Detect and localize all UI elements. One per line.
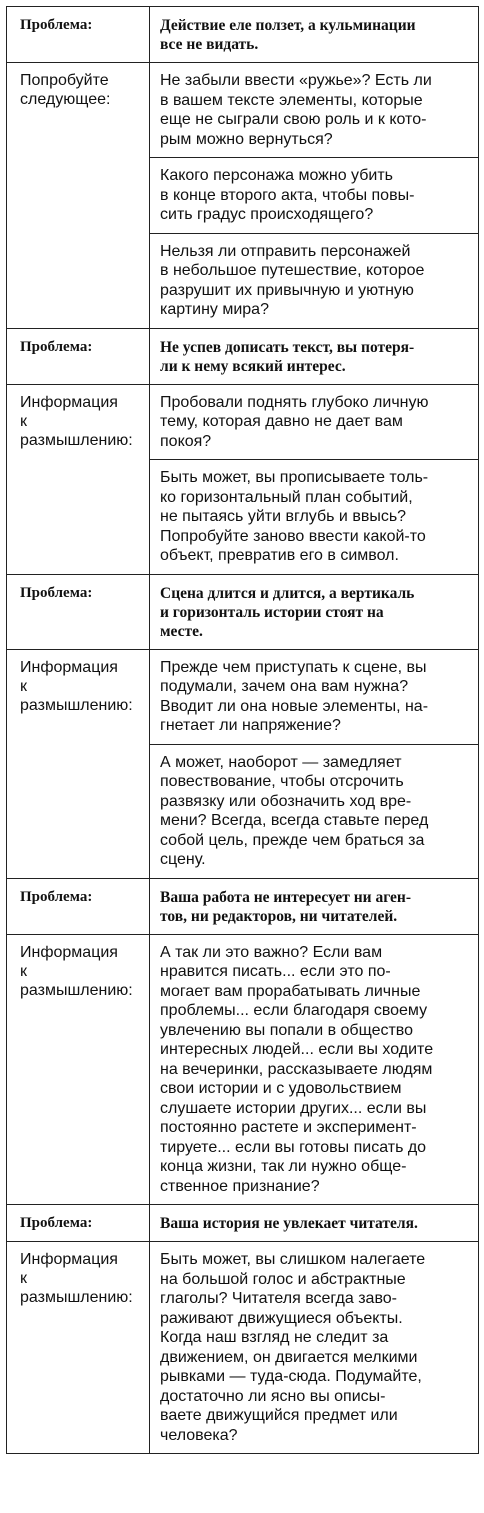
table-body	[7, 7, 479, 1454]
problem-row	[7, 878, 479, 934]
problem-label: Проблема:	[7, 7, 150, 63]
problem-text: Ваша работа не интересует ни аген- тов, ни редакторов, ни читателей.	[150, 878, 479, 934]
answer-content	[150, 934, 479, 1205]
problem-solution-table	[6, 6, 479, 1454]
answer-paragraph: А может, наоборот — замедляет повествование, чтобы отсрочить развязку или обозначить ход вре- мени? Всегда, всегда ставьте перед собой цель, прежде чем браться за сцену.	[150, 744, 478, 878]
problem-text: Действие еле ползет, а кульминации все не видать.	[150, 7, 479, 63]
problem-label: Проблема:	[7, 878, 150, 934]
answer-row	[7, 934, 479, 1205]
problem-label: Проблема:	[7, 328, 150, 384]
answer-paragraph: Пробовали поднять глубоко личную тему, которая давно не дает вам покоя?	[160, 393, 429, 450]
answer-row	[7, 1242, 479, 1454]
problem-label: Проблема:	[7, 574, 150, 649]
answer-paragraph: Не забыли ввести «ружье»? Есть ли в вашем тексте элементы, которые еще не сыграли свою роль и к кото- рым можно вернуться?	[160, 72, 432, 148]
answer-row	[7, 649, 479, 878]
answer-row	[7, 384, 479, 574]
problem-row	[7, 328, 479, 384]
answer-label: Информация к размышлению:	[7, 384, 150, 574]
answer-label: Информация к размышлению:	[7, 649, 150, 878]
answer-content	[150, 63, 479, 329]
answer-paragraph: А так ли это важно? Если вам нравится писать... если это по- могает вам прорабатывать личные проблемы... если благодаря своему увлечению вы попали в общество интересных людей... если вы ходите на вечеринки, рассказываете людям свои истории и с удовольствием слушаете истории других... если вы постоянно растете и эксперимент- тируете... если вы готовы писать до конца жизни, так ли нужно обще- ственное признание?	[160, 943, 434, 1195]
answer-label: Информация к размышлению:	[7, 1242, 150, 1454]
answer-content	[150, 1242, 479, 1454]
answer-paragraph: Быть может, вы слишком налегаете на большой голос и абстрактные глаголы? Читателя всегда заво- раживают движущиеся объекты. Когда наш взгляд не следит за движением, он двигается мелкими рывками — туда-сюда. Подумайте, достаточно ли ясно вы описы- ваете движущийся предмет или человека?	[160, 1251, 426, 1444]
problem-row	[7, 1205, 479, 1242]
problem-text: Ваша история не увлекает читателя.	[150, 1205, 479, 1242]
answer-label: Информация к размышлению:	[7, 934, 150, 1205]
answer-row	[7, 63, 479, 329]
problem-row	[7, 7, 479, 63]
answer-label: Попробуйте следующее:	[7, 63, 150, 329]
answer-paragraph: Прежде чем приступать к сцене, вы подумали, зачем она вам нужна? Вводит ли она новые элементы, на- гнетает ли напряжение?	[160, 658, 429, 734]
problem-text: Сцена длится и длится, а вертикаль и горизонталь истории стоят на месте.	[150, 574, 479, 649]
problem-text: Не успев дописать текст, вы потеря- ли к нему всякий интерес.	[150, 328, 479, 384]
answer-paragraph: Быть может, вы прописываете толь- ко горизонтальный план событий, не пытаясь уйти вглубь и ввысь? Попробуйте заново ввести какой-то объект, превратив его в символ.	[150, 459, 478, 574]
answer-paragraph: Нельзя ли отправить персонажей в небольшое путешествие, которое разрушит их привычную и уютную картину мира?	[150, 233, 478, 328]
answer-content	[150, 384, 479, 574]
problem-row	[7, 574, 479, 649]
answer-content	[150, 649, 479, 878]
answer-paragraph: Какого персонажа можно убить в конце второго акта, чтобы повы- сить градус происходящего?	[150, 157, 478, 233]
problem-label: Проблема:	[7, 1205, 150, 1242]
